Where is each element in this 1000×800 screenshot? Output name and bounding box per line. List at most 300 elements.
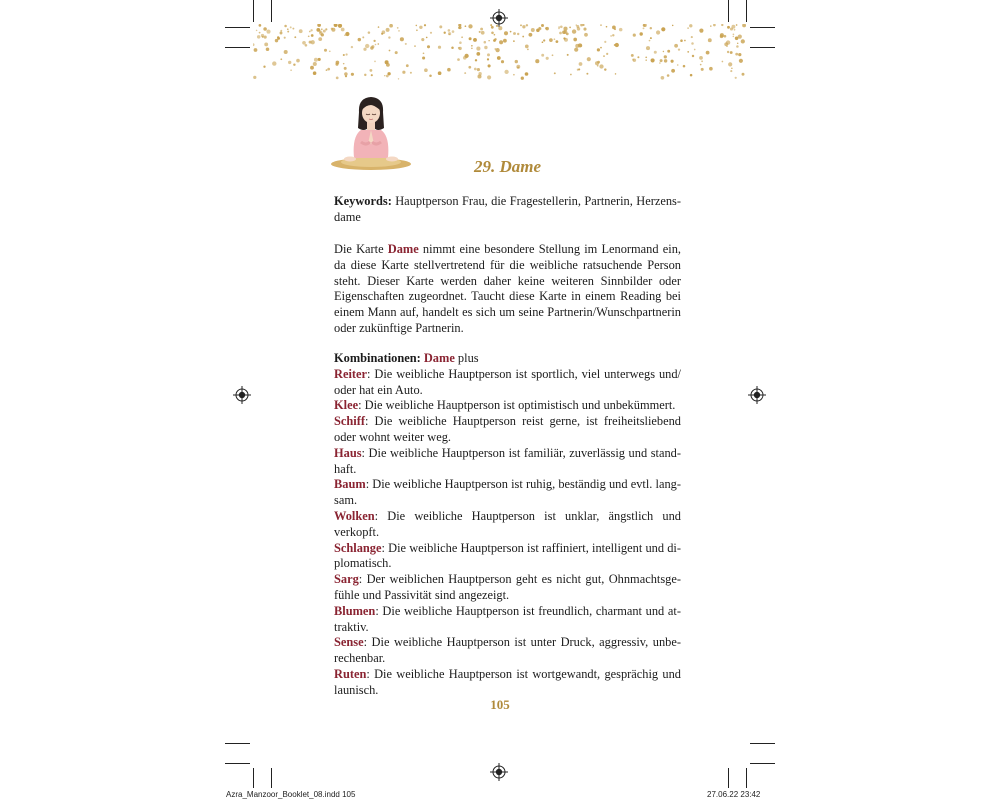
confetti-dot — [503, 39, 507, 43]
confetti-dot — [692, 55, 694, 57]
confetti-dot — [730, 70, 732, 72]
confetti-dot — [477, 68, 480, 71]
combination-card: Baum — [334, 477, 366, 492]
crop-mark — [253, 0, 254, 22]
confetti-dot — [319, 31, 322, 34]
confetti-dot — [395, 51, 398, 54]
confetti-dot — [290, 69, 292, 71]
confetti-dot — [631, 54, 634, 57]
confetti-dot — [336, 61, 340, 65]
confetti-dot — [731, 68, 732, 69]
confetti-dot — [525, 45, 529, 49]
confetti-dot — [632, 59, 634, 61]
combination-card: Ruten — [334, 666, 367, 681]
confetti-dot — [722, 61, 724, 63]
confetti-dot — [646, 46, 650, 50]
confetti-dot — [572, 29, 576, 33]
confetti-dot — [600, 47, 602, 49]
registration-mark-icon — [233, 386, 251, 404]
confetti-dot — [567, 54, 569, 56]
confetti-dot — [734, 29, 736, 31]
confetti-dot — [384, 75, 385, 76]
crop-mark — [225, 47, 250, 48]
confetti-dot — [575, 44, 579, 48]
confetti-dot — [272, 61, 276, 65]
confetti-dot — [457, 58, 460, 61]
confetti-dot — [612, 34, 614, 36]
confetti-dot — [541, 24, 544, 27]
combination-text: : Die weibliche Hauptperson ist wortgewandt, gesprächig und launisch. — [334, 666, 681, 697]
crop-mark — [750, 743, 775, 744]
confetti-dot — [381, 33, 383, 35]
confetti-dot — [738, 35, 742, 39]
confetti-dot — [259, 32, 261, 34]
combination-item — [334, 477, 681, 509]
confetti-dot — [478, 72, 481, 75]
confetti-dot — [338, 24, 342, 28]
confetti-dot — [277, 36, 279, 38]
confetti-dot — [331, 28, 335, 32]
confetti-dot — [742, 73, 745, 76]
confetti-dot — [579, 62, 583, 66]
crop-mark — [746, 768, 747, 788]
confetti-dot — [580, 24, 583, 26]
confetti-dot — [458, 27, 460, 29]
confetti-dot — [287, 28, 289, 30]
confetti-dot — [476, 52, 480, 56]
confetti-dot — [374, 61, 376, 63]
confetti-dot — [351, 73, 354, 76]
combination-card: Schiff — [334, 414, 365, 429]
crop-mark — [225, 763, 250, 764]
confetti-dot — [309, 41, 312, 44]
combination-item — [334, 604, 681, 636]
confetti-dot — [309, 31, 311, 33]
confetti-dot — [326, 69, 328, 71]
confetti-dot — [288, 61, 291, 64]
confetti-dot — [402, 71, 405, 74]
confetti-dot — [672, 25, 674, 27]
confetti-dot — [358, 38, 361, 41]
confetti-dot — [736, 24, 738, 26]
confetti-dot — [724, 42, 728, 46]
confetti-dot — [452, 30, 455, 33]
combination-card: Blumen — [334, 603, 376, 618]
confetti-dot — [522, 25, 525, 28]
crop-mark — [225, 743, 250, 744]
crop-mark — [728, 0, 729, 22]
combination-text: : Die weibliche Hauptperson ist unklar, ängstlich und verkopft. — [334, 508, 681, 539]
confetti-dot — [290, 26, 292, 28]
confetti-dot — [650, 37, 652, 39]
confetti-dot — [690, 74, 693, 77]
registration-mark-icon — [490, 763, 508, 781]
confetti-dot — [612, 26, 616, 30]
combination-card: Klee — [334, 398, 359, 413]
confetti-dot — [619, 28, 623, 32]
confetti-dot — [487, 75, 491, 79]
confetti-dot — [554, 38, 556, 40]
confetti-dot — [325, 28, 327, 30]
confetti-dot — [370, 46, 373, 49]
confetti-dot — [280, 30, 282, 32]
confetti-dot — [414, 45, 416, 47]
confetti-dot — [677, 64, 679, 66]
confetti-dot — [410, 72, 412, 74]
confetti-dot — [465, 25, 467, 27]
confetti-dot — [451, 46, 454, 49]
confetti-dot — [733, 33, 735, 35]
combination-item — [334, 635, 681, 667]
confetti-dot — [430, 32, 432, 34]
confetti-dot — [556, 40, 559, 43]
confetti-dot — [438, 46, 441, 49]
confetti-dot — [535, 59, 539, 63]
confetti-dot — [709, 67, 713, 71]
confetti-dot — [448, 32, 451, 35]
combination-text: : Die weibliche Hauptperson ist familiär, zuverlässig und standhaft. — [334, 445, 681, 476]
confetti-dot — [296, 59, 300, 63]
confetti-dot — [343, 63, 345, 65]
confetti-dot — [661, 27, 665, 31]
confetti-dot — [604, 68, 606, 70]
confetti-dot — [674, 44, 678, 48]
confetti-dot — [649, 40, 651, 42]
confetti-dot — [496, 25, 498, 27]
confetti-dot — [398, 78, 399, 79]
confetti-dot — [368, 31, 371, 34]
confetti-dot — [574, 48, 578, 52]
confetti-dot — [314, 58, 318, 62]
confetti-dot — [667, 50, 670, 53]
confetti-dot — [498, 26, 502, 30]
registration-mark-icon — [748, 386, 766, 404]
confetti-dot — [728, 62, 732, 66]
confetti-dot — [447, 68, 451, 72]
confetti-dot — [504, 70, 508, 74]
confetti-dot — [287, 31, 289, 33]
confetti-dot — [344, 72, 348, 76]
crop-mark — [271, 0, 272, 22]
confetti-dot — [520, 24, 522, 26]
confetti-dot — [468, 66, 471, 69]
confetti-dot — [389, 50, 391, 52]
confetti-dot — [721, 24, 723, 26]
confetti-dot — [597, 48, 600, 51]
confetti-dot — [522, 36, 524, 38]
confetti-dot — [461, 36, 463, 38]
confetti-dot — [463, 56, 467, 60]
crop-mark — [728, 768, 729, 788]
confetti-dot — [633, 34, 636, 37]
confetti-dot — [266, 30, 270, 34]
combination-card: Schlange — [334, 540, 382, 555]
confetti-dot — [706, 51, 710, 55]
confetti-dot — [305, 44, 308, 47]
confetti-dot — [579, 44, 582, 47]
confetti-dot — [427, 45, 430, 48]
crop-mark — [746, 0, 747, 22]
confetti-dot — [664, 55, 667, 58]
confetti-dot — [344, 67, 347, 70]
confetti-dot — [310, 66, 314, 70]
confetti-dot — [651, 58, 655, 62]
confetti-dot — [488, 64, 491, 67]
confetti-dot — [259, 24, 262, 27]
confetti-dot — [373, 40, 375, 42]
confetti-dot — [416, 29, 418, 31]
confetti-dot — [388, 36, 390, 38]
confetti-dot — [513, 74, 515, 76]
combination-card: Sarg — [334, 572, 359, 587]
crop-mark — [225, 27, 250, 28]
confetti-dot — [311, 34, 314, 37]
confetti-dot — [364, 74, 366, 76]
keywords-text: Hauptperson Frau, die Fragestellerin, Partnerin, Herzensdame — [334, 194, 681, 224]
confetti-dot — [552, 54, 554, 56]
confetti-dot — [471, 45, 473, 47]
confetti-dot — [727, 51, 729, 53]
confetti-dot — [741, 39, 745, 43]
confetti-dot — [334, 24, 338, 27]
confetti-dot — [313, 71, 317, 75]
confetti-dot — [517, 67, 519, 69]
combination-text: : Die weibliche Hauptperson ist sportlich, viel unterwegs und/ oder hat ein Auto. — [334, 366, 681, 397]
confetti-dot — [397, 27, 399, 29]
confetti-dot — [738, 53, 741, 56]
combination-text: : Die weibliche Hauptperson ist optimistisch und unbekümmert. — [358, 398, 676, 413]
confetti-dot — [538, 27, 541, 30]
combinations-suffix: plus — [454, 351, 479, 365]
confetti-dot — [439, 25, 442, 28]
combinations-section — [334, 351, 681, 699]
confetti-dot — [713, 24, 716, 26]
confetti-dot — [737, 43, 738, 44]
confetti-dot — [280, 32, 283, 35]
crop-mark — [271, 768, 272, 788]
combinations-card-name: Dame — [423, 351, 455, 365]
page-number: 105 — [490, 697, 510, 712]
confetti-dot — [253, 43, 254, 46]
confetti-dot — [480, 28, 483, 31]
confetti-dot — [724, 35, 727, 38]
confetti-dot — [560, 25, 563, 28]
confetti-dot — [284, 50, 288, 54]
confetti-dot — [586, 73, 588, 75]
confetti-dot — [429, 75, 432, 78]
confetti-dot — [549, 38, 553, 42]
confetti-dot — [424, 68, 428, 72]
confetti-dot — [468, 24, 472, 28]
combination-item — [334, 572, 681, 604]
confetti-dot — [531, 28, 535, 32]
confetti-dot — [683, 65, 686, 68]
crop-mark — [750, 763, 775, 764]
confetti-dot — [378, 26, 380, 28]
confetti-dot — [343, 54, 345, 56]
confetti-dot — [595, 61, 599, 65]
confetti-dot — [546, 57, 549, 60]
combinations-heading — [334, 351, 681, 367]
keywords-paragraph — [334, 194, 681, 226]
slug-date: 27.06.22 23:42 — [707, 790, 761, 799]
confetti-dot — [645, 56, 647, 58]
confetti-dot — [369, 69, 372, 72]
confetti-dot — [327, 68, 330, 71]
confetti-dot — [254, 48, 258, 52]
confetti-dot — [667, 74, 670, 77]
confetti-dot — [293, 63, 295, 65]
confetti-dot — [375, 44, 377, 46]
confetti-dot — [564, 38, 568, 42]
confetti-dot — [736, 45, 739, 48]
confetti-dot — [336, 77, 339, 80]
confetti-dot — [699, 56, 703, 60]
confetti-dot — [610, 35, 611, 36]
confetti-dot — [345, 32, 349, 36]
confetti-dot — [694, 49, 696, 51]
confetti-dot — [527, 49, 529, 51]
confetti-dot — [515, 60, 518, 63]
confetti-dot — [513, 32, 516, 35]
confetti-dot — [558, 28, 559, 29]
confetti-dot — [386, 63, 390, 67]
confetti-dot — [494, 38, 496, 40]
confetti-dot — [543, 39, 545, 41]
confetti-dot — [475, 59, 477, 61]
intro-text-start: Die Karte — [334, 242, 388, 256]
confetti-dot — [584, 33, 588, 37]
confetti-dot — [501, 60, 504, 63]
confetti-dot — [517, 33, 519, 35]
confetti-dot — [491, 26, 494, 29]
confetti-dot — [499, 40, 503, 44]
confetti-dot — [494, 34, 496, 36]
confetti-dot — [488, 40, 489, 41]
confetti-dot — [362, 36, 364, 38]
confetti-dot — [701, 68, 704, 71]
confetti-dot — [469, 37, 472, 40]
confetti-dot — [735, 77, 737, 79]
confetti-dot — [371, 74, 373, 76]
confetti-dot — [474, 68, 477, 71]
confetti-dot — [689, 24, 692, 27]
confetti-dot — [284, 25, 287, 28]
confetti-dot — [735, 53, 738, 56]
confetti-dot — [700, 64, 702, 66]
confetti-dot — [313, 62, 317, 66]
confetti-dot — [660, 59, 663, 62]
confetti-dot — [280, 58, 282, 60]
confetti-dot — [448, 29, 451, 32]
confetti-dot — [421, 38, 424, 41]
combination-text: : Der weiblichen Hauptperson geht es nicht gut, Ohnmachtsgefühle und Passivität sind angezeigt. — [334, 572, 681, 602]
confetti-dot — [318, 58, 321, 61]
confetti-dot — [564, 30, 568, 34]
confetti-dot — [458, 47, 460, 49]
confetti-dot — [491, 32, 494, 35]
combination-text: : Die weibliche Hauptperson ist ruhig, beständig und evtl. langsam. — [334, 477, 681, 508]
confetti-dot — [341, 28, 345, 32]
combination-text: : Die weibliche Hauptperson reist gerne, ist freiheitsliebend oder wohnt weiter weg. — [334, 414, 681, 444]
confetti-dot — [365, 44, 369, 48]
confetti-dot — [458, 24, 461, 27]
confetti-dot — [318, 37, 322, 41]
confetti-dot — [687, 51, 689, 53]
confetti-dot — [262, 36, 264, 38]
confetti-dot — [479, 31, 481, 33]
confetti-dot — [253, 76, 256, 79]
combination-card: Haus — [334, 445, 362, 460]
confetti-dot — [481, 31, 485, 35]
confetti-dot — [473, 38, 477, 42]
confetti-dot — [708, 38, 712, 42]
combination-card: Reiter — [334, 366, 368, 381]
confetti-dot — [363, 48, 366, 51]
gold-confetti-decoration — [253, 24, 747, 80]
confetti-dot — [386, 75, 389, 78]
confetti-dot — [615, 73, 617, 75]
confetti-dot — [471, 48, 472, 49]
confetti-dot — [497, 56, 501, 60]
confetti-dot — [317, 24, 321, 27]
slug-filename: Azra_Manzoor_Booklet_08.indd 105 — [226, 790, 356, 799]
confetti-dot — [510, 31, 512, 33]
confetti-dot — [671, 69, 675, 73]
confetti-dot — [310, 29, 312, 31]
confetti-dot — [525, 72, 529, 76]
confetti-dot — [606, 26, 608, 28]
confetti-dot — [528, 33, 532, 37]
confetti-dot — [554, 72, 556, 74]
meditating-woman-illustration — [330, 92, 412, 174]
confetti-dot — [727, 26, 730, 29]
confetti-dot — [661, 76, 665, 80]
confetti-dot — [264, 36, 267, 39]
confetti-dot — [438, 71, 442, 75]
confetti-dot — [426, 37, 428, 39]
confetti-dot — [599, 64, 603, 68]
confetti-dot — [419, 26, 422, 29]
confetti-dot — [321, 28, 323, 30]
confetti-dot — [256, 30, 258, 32]
confetti-dot — [423, 52, 425, 54]
confetti-dot — [406, 64, 409, 67]
confetti-dot — [569, 27, 571, 29]
confetti-dot — [720, 35, 724, 39]
confetti-dot — [730, 27, 733, 30]
confetti-dot — [292, 28, 294, 30]
confetti-dot — [324, 49, 327, 52]
confetti-dot — [663, 51, 664, 52]
confetti-dot — [603, 55, 605, 57]
confetti-dot — [351, 46, 353, 48]
intro-card-name: Dame — [387, 242, 419, 256]
confetti-dot — [490, 24, 492, 26]
confetti-dot — [541, 54, 544, 57]
confetti-dot — [323, 30, 326, 33]
combination-item — [334, 541, 681, 573]
intro-text-rest: nimmt eine besondere Stellung im Lenormand ein, da diese Karte stellvertretend für die weibliche ratsuchende Person steht. Dieser Karte werden daher keine weiteren Sinnbilder oder Eigenschaften zugeordnet. Taucht diese Karte in einem Reading bei einem Mann auf, handelt es sich um seine Partnerin/Wunschpartnerin oder zukünftige Partnerin. — [334, 242, 681, 335]
confetti-dot — [739, 59, 743, 63]
confetti-dot — [526, 24, 528, 26]
confetti-dot — [637, 56, 639, 58]
confetti-dot — [710, 25, 711, 26]
combination-text: : Die weibliche Hauptperson ist unter Druck, aggressiv, unberechenbar. — [334, 635, 681, 666]
confetti-dot — [521, 77, 524, 80]
confetti-dot — [680, 39, 683, 42]
confetti-dot — [606, 53, 608, 55]
